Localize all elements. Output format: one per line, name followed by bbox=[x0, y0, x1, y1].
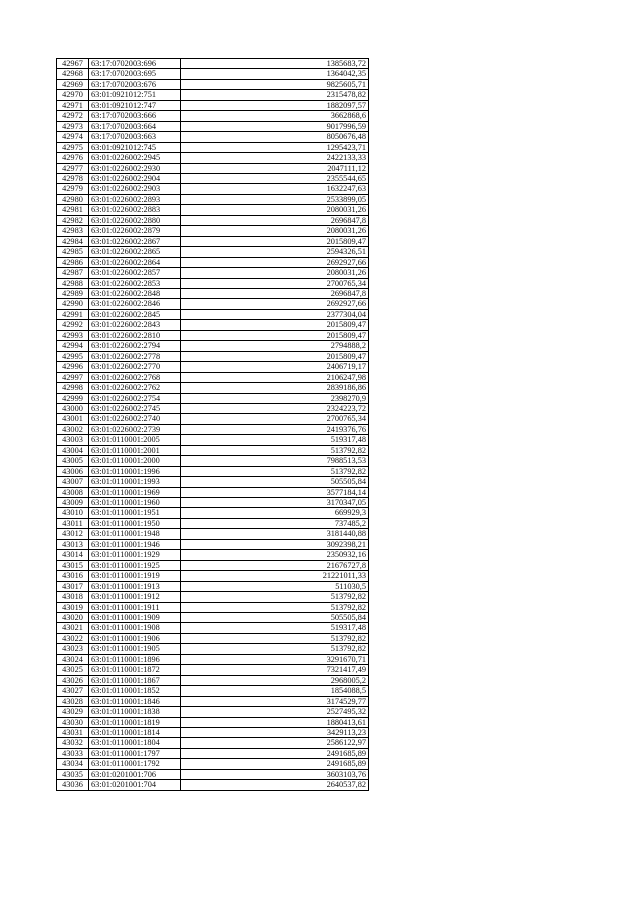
cadastral-number-cell: 63:01:0110001:1925 bbox=[89, 560, 181, 570]
cadastral-number-cell: 63:01:0110001:1838 bbox=[89, 707, 181, 717]
cadastral-number-cell: 63:01:0110001:1960 bbox=[89, 498, 181, 508]
cadastral-number-cell: 63:01:0110001:1867 bbox=[89, 675, 181, 685]
table-row bbox=[57, 268, 369, 278]
cadastral-number-cell: 63:01:0226002:2762 bbox=[89, 383, 181, 393]
row-number-cell: 42967 bbox=[57, 59, 89, 69]
row-number-cell: 42978 bbox=[57, 173, 89, 183]
cadastral-number-cell: 63:17:0702003:695 bbox=[89, 69, 181, 79]
cadastral-number-cell: 63:01:0110001:1919 bbox=[89, 571, 181, 581]
row-number-cell: 43005 bbox=[57, 456, 89, 466]
table-row bbox=[57, 508, 369, 518]
row-number-cell: 43019 bbox=[57, 602, 89, 612]
value-cell: 2491685,89 bbox=[181, 748, 369, 758]
value-cell: 519317,48 bbox=[181, 435, 369, 445]
cadastral-number-cell: 63:17:0702003:663 bbox=[89, 132, 181, 142]
table-row bbox=[57, 529, 369, 539]
table-row bbox=[57, 769, 369, 779]
cadastral-number-cell: 63:01:0226002:2879 bbox=[89, 226, 181, 236]
value-cell: 1385683,72 bbox=[181, 59, 369, 69]
value-cell: 511030,5 bbox=[181, 581, 369, 591]
cadastral-number-cell: 63:01:0226002:2853 bbox=[89, 278, 181, 288]
cadastral-number-cell: 63:01:0226002:2739 bbox=[89, 424, 181, 434]
cadastral-number-cell: 63:01:0226002:2848 bbox=[89, 288, 181, 298]
cadastral-number-cell: 63:17:0702003:696 bbox=[89, 59, 181, 69]
value-cell: 513792,82 bbox=[181, 592, 369, 602]
value-cell: 2700765,34 bbox=[181, 278, 369, 288]
value-cell: 2692927,66 bbox=[181, 299, 369, 309]
row-number-cell: 42973 bbox=[57, 121, 89, 131]
table-row bbox=[57, 393, 369, 403]
table-row bbox=[57, 59, 369, 69]
value-cell: 3174529,77 bbox=[181, 696, 369, 706]
value-cell: 513792,82 bbox=[181, 466, 369, 476]
row-number-cell: 42970 bbox=[57, 90, 89, 100]
row-number-cell: 43015 bbox=[57, 560, 89, 570]
value-cell: 513792,82 bbox=[181, 644, 369, 654]
value-cell: 669929,3 bbox=[181, 508, 369, 518]
row-number-cell: 42977 bbox=[57, 163, 89, 173]
row-number-cell: 43025 bbox=[57, 665, 89, 675]
row-number-cell: 43012 bbox=[57, 529, 89, 539]
row-number-cell: 42975 bbox=[57, 142, 89, 152]
value-cell: 2968005,2 bbox=[181, 675, 369, 685]
row-number-cell: 43008 bbox=[57, 487, 89, 497]
row-number-cell: 43024 bbox=[57, 654, 89, 664]
value-cell: 2080031,26 bbox=[181, 268, 369, 278]
table-row bbox=[57, 372, 369, 382]
row-number-cell: 42969 bbox=[57, 79, 89, 89]
table-row bbox=[57, 90, 369, 100]
row-number-cell: 43010 bbox=[57, 508, 89, 518]
cadastral-number-cell: 63:01:0226002:2864 bbox=[89, 257, 181, 267]
value-cell: 2700765,34 bbox=[181, 414, 369, 424]
value-cell: 2015809,47 bbox=[181, 351, 369, 361]
cadastral-number-cell: 63:01:0110001:1814 bbox=[89, 728, 181, 738]
cadastral-value-table bbox=[56, 58, 369, 791]
row-number-cell: 42992 bbox=[57, 320, 89, 330]
row-number-cell: 43036 bbox=[57, 780, 89, 790]
value-cell: 2106247,98 bbox=[181, 372, 369, 382]
cadastral-number-cell: 63:01:0110001:2000 bbox=[89, 456, 181, 466]
value-cell: 2594326,51 bbox=[181, 247, 369, 257]
table-row bbox=[57, 111, 369, 121]
cadastral-number-cell: 63:01:0110001:2001 bbox=[89, 445, 181, 455]
row-number-cell: 42993 bbox=[57, 330, 89, 340]
table-row bbox=[57, 665, 369, 675]
value-cell: 9017996,59 bbox=[181, 121, 369, 131]
table-row bbox=[57, 351, 369, 361]
value-cell: 505505,84 bbox=[181, 613, 369, 623]
value-cell: 2355544,65 bbox=[181, 173, 369, 183]
value-cell: 2794888,2 bbox=[181, 341, 369, 351]
table-row bbox=[57, 236, 369, 246]
table-row bbox=[57, 445, 369, 455]
table-row bbox=[57, 696, 369, 706]
row-number-cell: 43028 bbox=[57, 696, 89, 706]
table-row bbox=[57, 69, 369, 79]
value-cell: 2315478,82 bbox=[181, 90, 369, 100]
value-cell: 1880413,61 bbox=[181, 717, 369, 727]
row-number-cell: 42984 bbox=[57, 236, 89, 246]
cadastral-number-cell: 63:01:0110001:1951 bbox=[89, 508, 181, 518]
row-number-cell: 42994 bbox=[57, 341, 89, 351]
table-row bbox=[57, 121, 369, 131]
value-cell: 3429113,23 bbox=[181, 728, 369, 738]
row-number-cell: 42968 bbox=[57, 69, 89, 79]
table-row bbox=[57, 424, 369, 434]
cadastral-number-cell: 63:01:0201001:706 bbox=[89, 769, 181, 779]
cadastral-number-cell: 63:01:0110001:1896 bbox=[89, 654, 181, 664]
row-number-cell: 43021 bbox=[57, 623, 89, 633]
row-number-cell: 42972 bbox=[57, 111, 89, 121]
value-cell: 3603103,76 bbox=[181, 769, 369, 779]
row-number-cell: 42985 bbox=[57, 247, 89, 257]
value-cell: 3092398,21 bbox=[181, 539, 369, 549]
row-number-cell: 42997 bbox=[57, 372, 89, 382]
cadastral-number-cell: 63:01:0226002:2865 bbox=[89, 247, 181, 257]
table-row bbox=[57, 403, 369, 413]
row-number-cell: 42976 bbox=[57, 153, 89, 163]
row-number-cell: 42990 bbox=[57, 299, 89, 309]
table-row bbox=[57, 613, 369, 623]
cadastral-number-cell: 63:01:0110001:1792 bbox=[89, 759, 181, 769]
value-cell: 2324223,72 bbox=[181, 403, 369, 413]
value-cell: 21221011,33 bbox=[181, 571, 369, 581]
row-number-cell: 43023 bbox=[57, 644, 89, 654]
table-row bbox=[57, 466, 369, 476]
cadastral-number-cell: 63:01:0921012:747 bbox=[89, 100, 181, 110]
table-row bbox=[57, 299, 369, 309]
table-row bbox=[57, 686, 369, 696]
cadastral-number-cell: 63:01:0226002:2883 bbox=[89, 205, 181, 215]
value-cell: 2015809,47 bbox=[181, 320, 369, 330]
table-row bbox=[57, 644, 369, 654]
table-row bbox=[57, 654, 369, 664]
row-number-cell: 43007 bbox=[57, 477, 89, 487]
table-row bbox=[57, 320, 369, 330]
row-number-cell: 43035 bbox=[57, 769, 89, 779]
value-cell: 2398270,9 bbox=[181, 393, 369, 403]
table-row bbox=[57, 780, 369, 790]
cadastral-number-cell: 63:01:0226002:2945 bbox=[89, 153, 181, 163]
cadastral-number-cell: 63:01:0226002:2903 bbox=[89, 184, 181, 194]
value-cell: 7321417,49 bbox=[181, 665, 369, 675]
table-row bbox=[57, 100, 369, 110]
row-number-cell: 43027 bbox=[57, 686, 89, 696]
table-row bbox=[57, 414, 369, 424]
cadastral-number-cell: 63:01:0110001:1993 bbox=[89, 477, 181, 487]
value-cell: 7988513,53 bbox=[181, 456, 369, 466]
value-cell: 2350932,16 bbox=[181, 550, 369, 560]
table-row bbox=[57, 341, 369, 351]
row-number-cell: 43013 bbox=[57, 539, 89, 549]
row-number-cell: 42989 bbox=[57, 288, 89, 298]
cadastral-number-cell: 63:01:0226002:2794 bbox=[89, 341, 181, 351]
row-number-cell: 43001 bbox=[57, 414, 89, 424]
table-row bbox=[57, 163, 369, 173]
value-cell: 2692927,66 bbox=[181, 257, 369, 267]
cadastral-number-cell: 63:01:0201001:704 bbox=[89, 780, 181, 790]
value-cell: 2533899,05 bbox=[181, 194, 369, 204]
row-number-cell: 43004 bbox=[57, 445, 89, 455]
table-row bbox=[57, 173, 369, 183]
value-cell: 3291670,71 bbox=[181, 654, 369, 664]
row-number-cell: 43034 bbox=[57, 759, 89, 769]
row-number-cell: 42983 bbox=[57, 226, 89, 236]
table-row bbox=[57, 309, 369, 319]
value-cell: 1364042,35 bbox=[181, 69, 369, 79]
row-number-cell: 43014 bbox=[57, 550, 89, 560]
table-row bbox=[57, 278, 369, 288]
row-number-cell: 43030 bbox=[57, 717, 89, 727]
cadastral-number-cell: 63:01:0110001:1908 bbox=[89, 623, 181, 633]
value-cell: 1295423,71 bbox=[181, 142, 369, 152]
table-row bbox=[57, 132, 369, 142]
cadastral-number-cell: 63:01:0110001:1846 bbox=[89, 696, 181, 706]
table-row bbox=[57, 79, 369, 89]
value-cell: 2080031,26 bbox=[181, 205, 369, 215]
value-cell: 737485,2 bbox=[181, 518, 369, 528]
value-cell: 513792,82 bbox=[181, 602, 369, 612]
cadastral-number-cell: 63:01:0110001:1929 bbox=[89, 550, 181, 560]
row-number-cell: 42982 bbox=[57, 215, 89, 225]
table-row bbox=[57, 759, 369, 769]
value-cell: 2586122,97 bbox=[181, 738, 369, 748]
row-number-cell: 43011 bbox=[57, 518, 89, 528]
row-number-cell: 42999 bbox=[57, 393, 89, 403]
cadastral-number-cell: 63:01:0226002:2778 bbox=[89, 351, 181, 361]
value-cell: 2491685,89 bbox=[181, 759, 369, 769]
value-cell: 2839186,86 bbox=[181, 383, 369, 393]
cadastral-number-cell: 63:01:0226002:2810 bbox=[89, 330, 181, 340]
row-number-cell: 43031 bbox=[57, 728, 89, 738]
row-number-cell: 42971 bbox=[57, 100, 89, 110]
table-row bbox=[57, 205, 369, 215]
cadastral-number-cell: 63:17:0702003:676 bbox=[89, 79, 181, 89]
cadastral-number-cell: 63:01:0226002:2768 bbox=[89, 372, 181, 382]
row-number-cell: 43016 bbox=[57, 571, 89, 581]
row-number-cell: 42974 bbox=[57, 132, 89, 142]
cadastral-number-cell: 63:01:0110001:1996 bbox=[89, 466, 181, 476]
value-cell: 513792,82 bbox=[181, 445, 369, 455]
cadastral-number-cell: 63:01:0110001:1804 bbox=[89, 738, 181, 748]
table-row bbox=[57, 247, 369, 257]
table-row bbox=[57, 592, 369, 602]
cadastral-number-cell: 63:01:0921012:751 bbox=[89, 90, 181, 100]
row-number-cell: 42995 bbox=[57, 351, 89, 361]
value-cell: 2080031,26 bbox=[181, 226, 369, 236]
value-cell: 3170347,05 bbox=[181, 498, 369, 508]
value-cell: 21676727,8 bbox=[181, 560, 369, 570]
value-cell: 519317,48 bbox=[181, 623, 369, 633]
cadastral-number-cell: 63:17:0702003:666 bbox=[89, 111, 181, 121]
value-cell: 505505,84 bbox=[181, 477, 369, 487]
cadastral-number-cell: 63:01:0110001:1948 bbox=[89, 529, 181, 539]
table-row bbox=[57, 383, 369, 393]
cadastral-number-cell: 63:01:0110001:1913 bbox=[89, 581, 181, 591]
cadastral-number-cell: 63:01:0110001:1906 bbox=[89, 633, 181, 643]
row-number-cell: 43002 bbox=[57, 424, 89, 434]
cadastral-number-cell: 63:01:0110001:1872 bbox=[89, 665, 181, 675]
value-cell: 2377304,04 bbox=[181, 309, 369, 319]
value-cell: 3181440,88 bbox=[181, 529, 369, 539]
row-number-cell: 42987 bbox=[57, 268, 89, 278]
value-cell: 3577184,14 bbox=[181, 487, 369, 497]
cadastral-number-cell: 63:01:0226002:2857 bbox=[89, 268, 181, 278]
value-cell: 1632247,63 bbox=[181, 184, 369, 194]
value-cell: 2015809,47 bbox=[181, 236, 369, 246]
value-cell: 2419376,76 bbox=[181, 424, 369, 434]
row-number-cell: 43017 bbox=[57, 581, 89, 591]
cadastral-number-cell: 63:01:0226002:2845 bbox=[89, 309, 181, 319]
row-number-cell: 42996 bbox=[57, 362, 89, 372]
value-cell: 3662868,6 bbox=[181, 111, 369, 121]
value-cell: 9825605,71 bbox=[181, 79, 369, 89]
table-row bbox=[57, 153, 369, 163]
table-row bbox=[57, 498, 369, 508]
row-number-cell: 42986 bbox=[57, 257, 89, 267]
table-row bbox=[57, 707, 369, 717]
table-row bbox=[57, 539, 369, 549]
cadastral-number-cell: 63:01:0110001:1905 bbox=[89, 644, 181, 654]
table-row bbox=[57, 728, 369, 738]
value-cell: 2527495,32 bbox=[181, 707, 369, 717]
table-row bbox=[57, 560, 369, 570]
cadastral-number-cell: 63:17:0702003:664 bbox=[89, 121, 181, 131]
cadastral-number-cell: 63:01:0110001:1911 bbox=[89, 602, 181, 612]
value-cell: 513792,82 bbox=[181, 633, 369, 643]
cadastral-number-cell: 63:01:0226002:2740 bbox=[89, 414, 181, 424]
row-number-cell: 42981 bbox=[57, 205, 89, 215]
cadastral-number-cell: 63:01:0226002:2867 bbox=[89, 236, 181, 246]
value-cell: 2047111,12 bbox=[181, 163, 369, 173]
table-row bbox=[57, 142, 369, 152]
value-cell: 2640537,82 bbox=[181, 780, 369, 790]
table-row bbox=[57, 288, 369, 298]
row-number-cell: 43022 bbox=[57, 633, 89, 643]
cadastral-number-cell: 63:01:0226002:2754 bbox=[89, 393, 181, 403]
cadastral-number-cell: 63:01:0226002:2843 bbox=[89, 320, 181, 330]
table-row bbox=[57, 215, 369, 225]
cadastral-number-cell: 63:01:0110001:1912 bbox=[89, 592, 181, 602]
cadastral-number-cell: 63:01:0110001:1797 bbox=[89, 748, 181, 758]
cadastral-number-cell: 63:01:0226002:2904 bbox=[89, 173, 181, 183]
cadastral-number-cell: 63:01:0921012:745 bbox=[89, 142, 181, 152]
cadastral-number-cell: 63:01:0226002:2893 bbox=[89, 194, 181, 204]
value-cell: 8050676,48 bbox=[181, 132, 369, 142]
value-cell: 2696847,8 bbox=[181, 215, 369, 225]
table-row bbox=[57, 738, 369, 748]
cadastral-number-cell: 63:01:0110001:1969 bbox=[89, 487, 181, 497]
table-row bbox=[57, 748, 369, 758]
row-number-cell: 43003 bbox=[57, 435, 89, 445]
row-number-cell: 43029 bbox=[57, 707, 89, 717]
table-row bbox=[57, 717, 369, 727]
table-row bbox=[57, 633, 369, 643]
row-number-cell: 43020 bbox=[57, 613, 89, 623]
row-number-cell: 42991 bbox=[57, 309, 89, 319]
value-cell: 1882097,57 bbox=[181, 100, 369, 110]
value-cell: 2422133,33 bbox=[181, 153, 369, 163]
table-row bbox=[57, 330, 369, 340]
table-row bbox=[57, 571, 369, 581]
table-row bbox=[57, 623, 369, 633]
cadastral-number-cell: 63:01:0226002:2770 bbox=[89, 362, 181, 372]
table-row bbox=[57, 487, 369, 497]
row-number-cell: 42998 bbox=[57, 383, 89, 393]
table-row bbox=[57, 456, 369, 466]
value-cell: 1854088,5 bbox=[181, 686, 369, 696]
row-number-cell: 42979 bbox=[57, 184, 89, 194]
row-number-cell: 43018 bbox=[57, 592, 89, 602]
table-row bbox=[57, 194, 369, 204]
row-number-cell: 43000 bbox=[57, 403, 89, 413]
row-number-cell: 42980 bbox=[57, 194, 89, 204]
cadastral-number-cell: 63:01:0110001:1946 bbox=[89, 539, 181, 549]
value-cell: 2696847,8 bbox=[181, 288, 369, 298]
table-row bbox=[57, 477, 369, 487]
cadastral-number-cell: 63:01:0110001:1909 bbox=[89, 613, 181, 623]
table-row bbox=[57, 518, 369, 528]
table-row bbox=[57, 184, 369, 194]
cadastral-number-cell: 63:01:0110001:1950 bbox=[89, 518, 181, 528]
value-cell: 2015809,47 bbox=[181, 330, 369, 340]
row-number-cell: 43006 bbox=[57, 466, 89, 476]
row-number-cell: 43032 bbox=[57, 738, 89, 748]
table-row bbox=[57, 257, 369, 267]
cadastral-number-cell: 63:01:0226002:2930 bbox=[89, 163, 181, 173]
cadastral-number-cell: 63:01:0226002:2880 bbox=[89, 215, 181, 225]
table-row bbox=[57, 435, 369, 445]
cadastral-number-cell: 63:01:0110001:1852 bbox=[89, 686, 181, 696]
table-row bbox=[57, 362, 369, 372]
table-row bbox=[57, 226, 369, 236]
table-row bbox=[57, 581, 369, 591]
table-row bbox=[57, 675, 369, 685]
value-cell: 2406719,17 bbox=[181, 362, 369, 372]
row-number-cell: 43009 bbox=[57, 498, 89, 508]
row-number-cell: 43026 bbox=[57, 675, 89, 685]
cadastral-number-cell: 63:01:0110001:1819 bbox=[89, 717, 181, 727]
table-row bbox=[57, 550, 369, 560]
table-body bbox=[57, 59, 369, 791]
cadastral-number-cell: 63:01:0110001:2005 bbox=[89, 435, 181, 445]
cadastral-number-cell: 63:01:0226002:2745 bbox=[89, 403, 181, 413]
row-number-cell: 43033 bbox=[57, 748, 89, 758]
cadastral-number-cell: 63:01:0226002:2846 bbox=[89, 299, 181, 309]
table-row bbox=[57, 602, 369, 612]
row-number-cell: 42988 bbox=[57, 278, 89, 288]
